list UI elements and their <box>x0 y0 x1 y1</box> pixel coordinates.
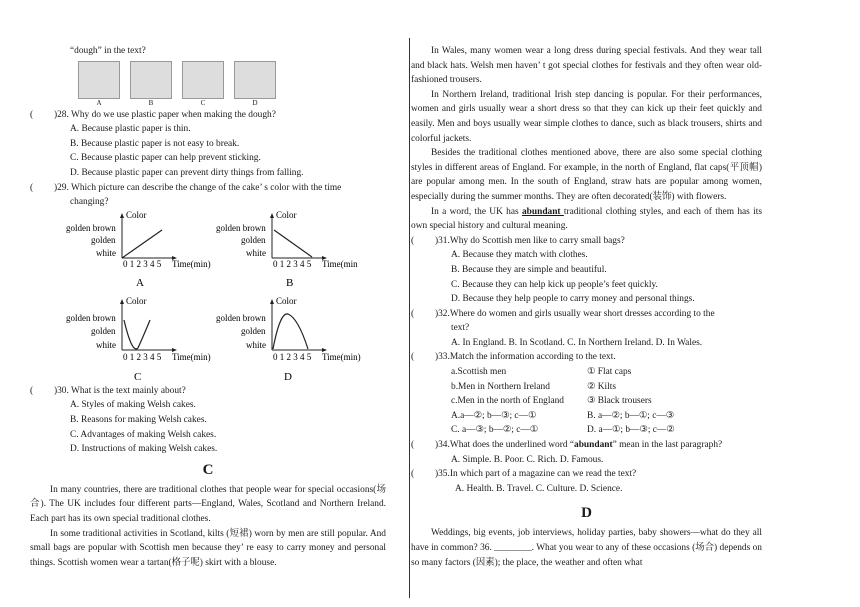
option: A. Styles of making Welsh cakes. <box>70 400 196 411</box>
option-line: A. Health. B. Travel. C. Culture. D. Science. <box>455 483 623 494</box>
option: A. Because plastic paper is thin. <box>70 124 191 135</box>
y-tick-white: white <box>246 339 266 350</box>
option: A. Because they match with clothes. <box>451 250 588 261</box>
answer-row: C. a—③; b—②; c—① D. a—①; b—③; c—② <box>451 425 675 436</box>
picture-a: A <box>78 61 120 108</box>
graph-c <box>66 294 216 384</box>
section-d-title: D <box>581 505 592 522</box>
question-stem: )31.Why do Scottish men like to carry small bags? <box>435 235 625 246</box>
question-33: ( )33.Match the information according to the text. <box>411 350 762 365</box>
question-stem: )33.Match the information according to the text. <box>435 352 616 363</box>
option: B. Reasons for making Welsh cakes. <box>70 414 207 425</box>
graph-b-line <box>274 230 312 257</box>
x-axis-label: Time(min) <box>322 351 361 362</box>
match-row: a.Scottish men ① Flat caps <box>451 367 632 378</box>
option: C. Because plastic paper can help prevent sticking. <box>70 153 261 164</box>
question-34: ( )34.What does the underlined word “abundant” mean in the last paragraph? <box>411 438 762 453</box>
picture-d: D <box>234 61 276 108</box>
y-tick-golden: golden <box>241 325 266 336</box>
question-stem-cont: text? <box>451 323 470 334</box>
option: D. Instructions of making Welsh cakes. <box>70 444 218 455</box>
question-stem-cont: changing? <box>70 197 109 208</box>
answer-row: A.a—②; b—③; c—① B. a—②; b—①; c—③ <box>451 410 675 421</box>
dough-photo-d <box>234 61 276 99</box>
question-35: ( )35.In which part of a magazine can we read the text? <box>411 467 762 482</box>
question-stem: )32.Where do women and girls usually wear short dresses according to the <box>435 308 715 319</box>
graph-d <box>216 294 366 384</box>
question-stem: )29. Which picture can describe the change of the cake’ s color with the time <box>54 182 342 193</box>
graph-label-b: B <box>286 276 294 289</box>
y-axis-label: Color <box>276 295 297 306</box>
option: B. Because plastic paper is not easy to break. <box>70 138 240 149</box>
graph-a <box>66 210 216 290</box>
match-row: c.Men in the north of England ③ Black trousers <box>451 396 652 407</box>
passage-paragraph: In Northern Ireland, traditional Irish step dancing is popular. For their performances, women and girls usually wear a short dress so that they can kick up their feet quickly and easily. Men and boys usually wear simple clothes to dance, such as black trousers, shirts and colorful jackets. <box>411 89 762 144</box>
y-tick-golden-brown: golden brown <box>216 312 266 323</box>
x-ticks: 0 1 2 3 4 5 <box>273 258 312 269</box>
question-29: ( )29. Which picture can describe the change of the cake’ s color with the time <box>30 181 386 196</box>
section-c-title: C <box>202 461 214 478</box>
picture-c: C <box>182 61 224 108</box>
option: C. Because they can help kick up people’s feet quickly. <box>451 279 658 290</box>
option-line: A. Simple. B. Poor. C. Rich. D. Famous. <box>451 454 604 465</box>
graph-b <box>216 210 366 290</box>
question-28: ( )28. Why do we use plastic paper when making the dough? <box>30 108 386 123</box>
passage-paragraph: Weddings, big events, job interviews, holiday parties, baby showers—what do they all have in common? 36. ________. What you wear to any of these occasions (场合) depends on so many factors (因素); the place, the weather and often what <box>411 528 762 568</box>
dough-pictures <box>78 61 386 108</box>
passage-paragraph-last: In a word, the UK has abundant traditional clothing styles, and each of them has its own special history and cultural meaning. <box>411 206 762 232</box>
option: B. Because they are simple and beautiful. <box>451 264 607 275</box>
option: D. Because plastic paper can prevent dirty things from falling. <box>70 167 304 178</box>
y-tick-golden: golden <box>241 234 266 245</box>
graph-label-a: A <box>136 276 144 289</box>
dough-photo-b <box>130 61 172 99</box>
y-tick-golden-brown: golden brown <box>216 222 266 233</box>
passage-paragraph: In many countries, there are traditional clothes that people wear for special occasions(场合). The UK includes four different parts—England, Wales, Scotland and Northern Ireland. Each part has its own special traditional clothes. <box>30 484 386 524</box>
y-tick-golden-brown: golden brown <box>66 312 116 323</box>
color-time-graphs <box>66 210 386 384</box>
x-axis-label: Time(min) <box>172 351 211 362</box>
dough-photo-a <box>78 61 120 99</box>
graph-label-c: C <box>134 370 142 383</box>
question-stem: )34.What does the underlined word “abundant” mean in the last paragraph? <box>435 440 723 451</box>
x-ticks: 0 1 2 3 4 5 <box>273 351 312 362</box>
question-32: ( )32.Where do women and girls usually wear short dresses according to the <box>411 307 762 322</box>
question-30: ( )30. What is the text mainly about? <box>30 384 386 399</box>
y-tick-white: white <box>96 247 116 258</box>
match-row: b.Men in Northern Ireland ② Kilts <box>451 381 616 392</box>
question-stem: )28. Why do we use plastic paper when making the dough? <box>54 109 276 120</box>
option: D. Because they help people to carry money and personal things. <box>451 294 695 305</box>
option-line: A. In England. B. In Scotland. C. In Northern Ireland. D. In Wales. <box>451 337 703 348</box>
graph-d-line <box>273 314 308 349</box>
right-column <box>411 44 762 570</box>
y-tick-golden: golden <box>91 234 116 245</box>
left-column <box>30 44 386 570</box>
q27-tail: “dough” in the text? <box>70 46 146 56</box>
dough-photo-c <box>182 61 224 99</box>
y-tick-white: white <box>96 339 116 350</box>
x-ticks: 0 1 2 3 4 5 <box>123 351 162 362</box>
passage-paragraph: In some traditional activities in Scotland, kilts (短裙) worn by men are still popular. And small bags are popular with Scottish men because they’ re easy to carry money and personal things. Scottish women wear a tartan(格子呢) skirt with a blouse. <box>30 528 386 568</box>
question-31: ( )31.Why do Scottish men like to carry small bags? <box>411 234 762 249</box>
picture-b: B <box>130 61 172 108</box>
passage-paragraph: Besides the traditional clothes mentioned above, there are also some special clothing styles in different areas of England. For example, in the north of England, flat caps(平顶帽) are popular among men. In the south of England, straw hats are popular among women, especially during the summer months. They are often decorated(装饰) with flowers. <box>411 148 762 202</box>
y-tick-golden-brown: golden brown <box>66 222 116 233</box>
y-axis-label: Color <box>126 295 147 306</box>
x-axis-label: Time(min) <box>172 258 211 269</box>
x-axis-label: Time(min <box>322 258 358 269</box>
y-axis-label: Color <box>276 209 297 220</box>
y-axis-label: Color <box>126 209 147 220</box>
option: C. Advantages of making Welsh cakes. <box>70 429 217 440</box>
y-tick-white: white <box>246 247 266 258</box>
graph-label-d: D <box>284 370 292 383</box>
column-divider <box>409 38 410 598</box>
passage-paragraph: In Wales, many women wear a long dress during special festivals. And they wear tall and black hats. Welsh men haven’ t got special clothes for festivals and they often wear old-fashioned trousers. <box>411 46 762 86</box>
underlined-word: abundant <box>521 206 564 217</box>
x-ticks: 0 1 2 3 4 5 <box>123 258 162 269</box>
y-tick-golden: golden <box>91 325 116 336</box>
graph-a-line <box>122 230 162 258</box>
graph-c-line <box>124 320 150 349</box>
question-stem: )35.In which part of a magazine can we read the text? <box>435 469 637 480</box>
question-stem: )30. What is the text mainly about? <box>54 385 186 396</box>
